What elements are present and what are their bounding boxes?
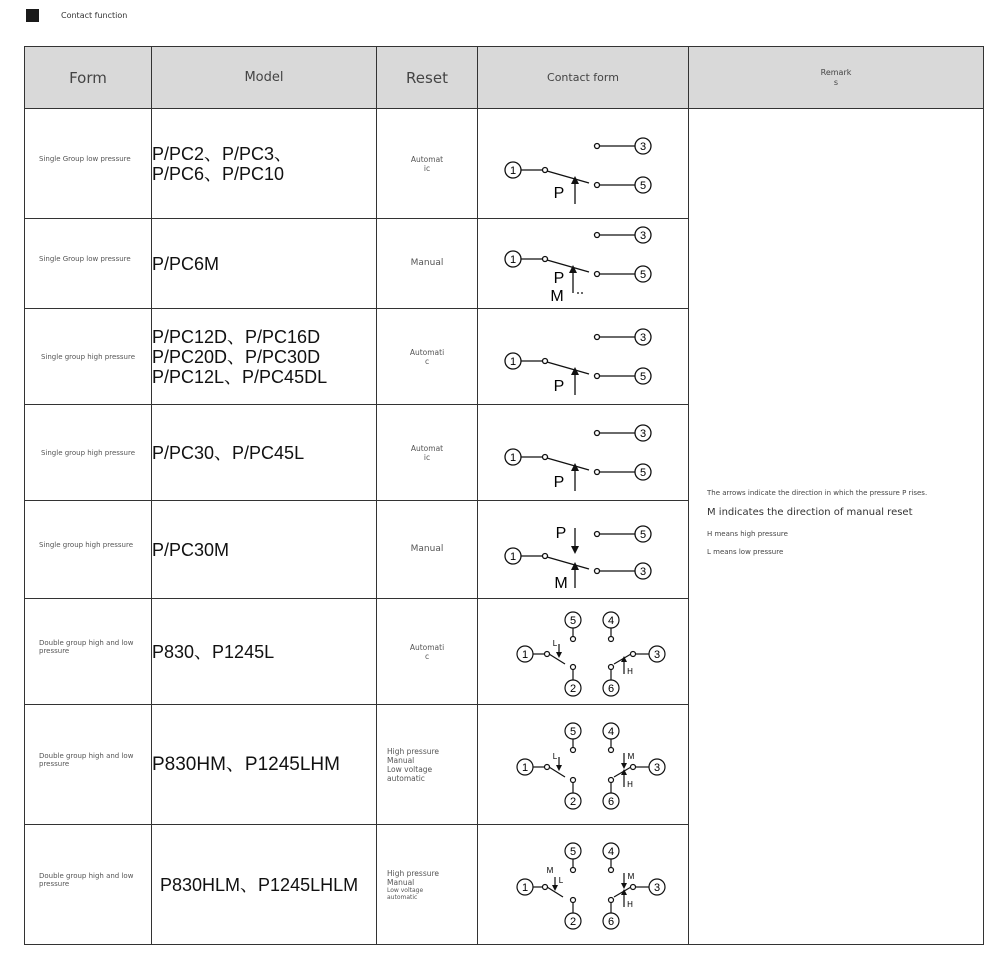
remark-line: M indicates the direction of manual reset [707,507,913,518]
reset-cell [377,825,478,945]
svg-text:6: 6 [607,915,615,928]
svg-text:4: 4 [607,614,615,627]
svg-text:4: 4 [607,845,615,858]
form-cell: Single group high pressure [25,405,152,501]
form-cell: Single Group low pressure [25,219,152,309]
svg-text:P: P [555,524,567,542]
remarks-cell [689,109,984,945]
reset-line: Low voltage [387,886,424,894]
header-contact-form: Contact form [478,47,689,109]
svg-text:5: 5 [569,845,577,858]
remark-line: L means low pressure [707,548,784,556]
svg-text:3: 3 [653,648,661,661]
svg-text:P: P [553,377,565,395]
model-cell: P830HM、P1245LHM [152,705,377,825]
svg-text:M: M [546,865,554,875]
reset-cell: Automat ic [377,405,478,501]
svg-text:3: 3 [639,331,647,344]
contact-diagram-cell [478,599,689,705]
svg-text:L: L [558,875,564,885]
reset-line: Manual [387,877,415,887]
svg-text:2: 2 [569,795,577,808]
svg-text:3: 3 [639,140,647,153]
contact-diagram-cell [478,825,689,945]
reset-line: automatic [387,773,425,783]
model-cell: P/PC30、P/PC45L [152,405,377,501]
reset-cell: Manual [377,501,478,599]
title-square-icon [26,9,39,22]
header-form: Form [25,47,152,109]
remark-line: H means high pressure [707,530,788,538]
model-cell: P/PC2、P/PC3、 P/PC6、P/PC10 [152,109,377,219]
contact-diagram [493,604,673,700]
svg-text:1: 1 [509,164,517,177]
reset-line: Manual [387,755,415,765]
header-reset: Reset [377,47,478,109]
model-cell: P830、P1245L [152,599,377,705]
svg-text:5: 5 [639,528,647,541]
form-cell: Single group high pressure [25,501,152,599]
svg-text:P: P [553,269,565,287]
svg-text:M: M [627,751,635,761]
section-title [26,8,127,22]
svg-text:5: 5 [639,370,647,383]
svg-text:1: 1 [521,761,529,774]
reset-cell: Automat ic [377,109,478,219]
contact-function-table [24,46,984,945]
svg-text:6: 6 [607,682,615,695]
svg-text:1: 1 [521,881,529,894]
reset-line: Low voltage [387,764,433,774]
reset-line: High pressure [387,746,440,756]
contact-diagram-cell [478,705,689,825]
remark-line: The arrows indicate the direction in which the pressure P rises. [707,489,928,497]
svg-text:5: 5 [639,179,647,192]
contact-diagram-cell [478,219,689,309]
svg-text:P: P [553,184,565,202]
contact-diagram-cell [478,309,689,405]
form-cell: Single group high pressure [25,309,152,405]
header-remarks: Remark s [689,47,984,109]
form-cell: Double group high and low pressure [25,825,152,945]
svg-text:3: 3 [639,427,647,440]
svg-text:1: 1 [509,253,517,266]
svg-text:1: 1 [509,355,517,368]
reset-cell [377,705,478,825]
svg-text:5: 5 [569,614,577,627]
reset-line: automatic [387,893,418,901]
model-cell: P/PC30M [152,501,377,599]
form-cell: Double group high and low pressure [25,599,152,705]
svg-text:1: 1 [509,550,517,563]
title-text: Contact function [61,10,128,20]
svg-text:L: L [552,638,558,648]
contact-diagram [493,833,673,937]
svg-text:4: 4 [607,725,615,738]
svg-text:P: P [553,473,565,491]
svg-text:2: 2 [569,915,577,928]
contact-diagram [493,221,673,307]
contact-diagram-cell [478,501,689,599]
contact-diagram-cell [478,405,689,501]
svg-text:M: M [550,287,564,305]
svg-text:2: 2 [569,682,577,695]
model-cell: P/PC12D、P/PC16D P/PC20D、P/PC30D P/PC12L、P/PC45DL [152,309,377,405]
svg-text:5: 5 [639,268,647,281]
form-cell: Double group high and low pressure [25,705,152,825]
svg-text:3: 3 [639,565,647,578]
table-row [25,109,984,219]
svg-text:3: 3 [653,761,661,774]
contact-diagram [493,317,673,397]
model-cell: P/PC6M [152,219,377,309]
reset-cell: Automati c [377,599,478,705]
contact-diagram [493,715,673,815]
svg-text:L: L [552,751,558,761]
contact-diagram [493,508,673,592]
reset-line: High pressure [387,868,440,878]
contact-diagram [493,124,673,204]
svg-text:H: H [627,899,633,909]
contact-diagram [493,413,673,493]
contact-diagram-cell [478,109,689,219]
svg-text:5: 5 [569,725,577,738]
svg-text:5: 5 [639,466,647,479]
header-model: Model [152,47,377,109]
svg-text:1: 1 [521,648,529,661]
svg-text:M: M [627,871,635,881]
svg-text:3: 3 [653,881,661,894]
reset-cell: Automati c [377,309,478,405]
svg-text:1: 1 [509,451,517,464]
svg-text:3: 3 [639,229,647,242]
svg-text:M: M [554,574,568,592]
form-cell: Single Group low pressure [25,109,152,219]
svg-text:H: H [627,666,633,676]
svg-text:H: H [627,779,633,789]
model-cell: P830HLM、P1245LHLM [152,825,377,945]
reset-cell: Manual [377,219,478,309]
svg-text:6: 6 [607,795,615,808]
header-row [25,47,984,109]
